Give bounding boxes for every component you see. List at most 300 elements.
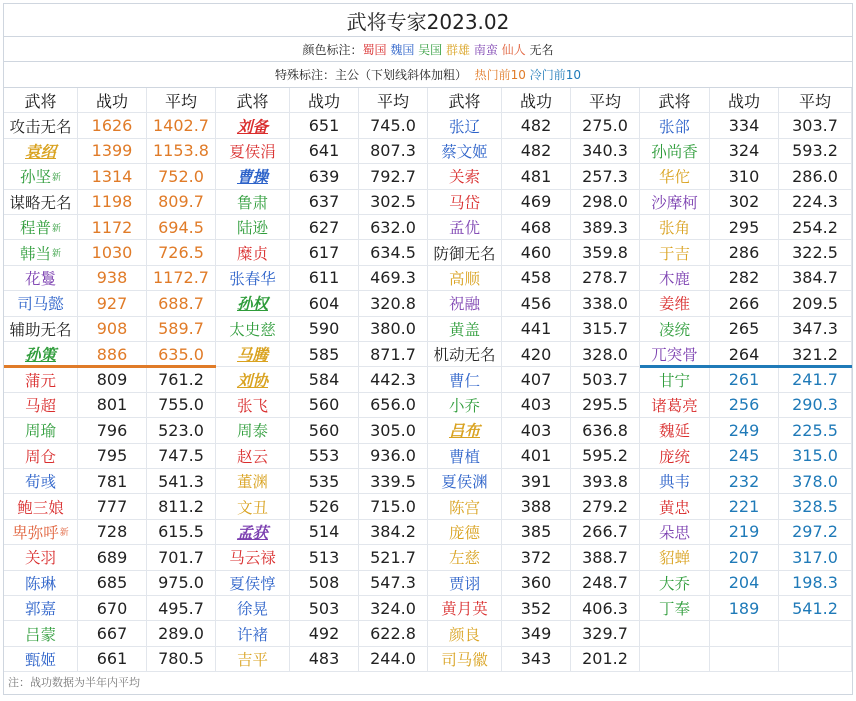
average-value: 701.7 — [147, 545, 216, 570]
merit-value: 385 — [502, 520, 571, 545]
average-value: 761.2 — [147, 367, 216, 392]
average-value: 378.0 — [779, 469, 852, 494]
average-value: 298.0 — [571, 190, 640, 215]
general-name: 马超 — [24, 396, 56, 415]
general-name-cell — [4, 444, 78, 469]
average-value: 244.0 — [359, 647, 428, 672]
merit-value: 777 — [78, 494, 147, 519]
color-legend — [4, 37, 852, 62]
average-value: 198.3 — [779, 571, 852, 596]
general-name: 黄盖 — [448, 320, 480, 339]
average-value: 811.2 — [147, 494, 216, 519]
average-value: 257.3 — [571, 164, 640, 189]
general-name-cell — [640, 393, 710, 418]
average-value: 656.0 — [359, 393, 428, 418]
merit-value: 1399 — [78, 139, 147, 164]
average-value: 547.3 — [359, 571, 428, 596]
general-name: 陈宫 — [448, 498, 480, 517]
general-name: 孙尚香 — [651, 142, 698, 161]
average-value: 329.7 — [571, 621, 640, 646]
general-name-cell — [216, 571, 290, 596]
general-name-cell — [216, 139, 290, 164]
merit-value: 360 — [502, 571, 571, 596]
average-value: 635.0 — [147, 342, 216, 367]
merit-value: 388 — [502, 494, 571, 519]
general-name: 蔡文姬 — [441, 142, 488, 161]
general-name: 姜维 — [658, 295, 690, 314]
average-value: 615.5 — [147, 520, 216, 545]
average-value: 359.8 — [571, 240, 640, 265]
merit-value: 420 — [502, 342, 571, 367]
general-name-cell — [640, 545, 710, 570]
general-name: 孙坚 — [19, 168, 51, 187]
average-value: 936.0 — [359, 444, 428, 469]
merit-value: 282 — [710, 266, 779, 291]
general-name: 荀彧 — [24, 473, 56, 492]
column-header-merit: 战功 — [502, 88, 571, 113]
general-name-cell — [428, 393, 502, 418]
merit-value: 1030 — [78, 240, 147, 265]
general-name-cell — [4, 545, 78, 570]
general-name: 周仓 — [24, 447, 56, 466]
average-value: 634.5 — [359, 240, 428, 265]
merit-value: 468 — [502, 215, 571, 240]
general-name: 刘协 — [236, 371, 268, 390]
average-value: 305.0 — [359, 418, 428, 443]
general-name: 凌统 — [658, 320, 690, 339]
general-name: 张春华 — [229, 269, 276, 288]
general-name: 谋略无名 — [9, 193, 72, 212]
footnote: 注：战功数据为半年内平均 — [8, 676, 140, 689]
general-name: 郭嘉 — [24, 600, 56, 619]
column-header-average: 平均 — [147, 88, 216, 113]
merit-value: 460 — [502, 240, 571, 265]
general-name: 鲁肃 — [236, 193, 268, 212]
merit-value: 352 — [502, 596, 571, 621]
sheet-title-row — [4, 4, 852, 37]
average-value: 523.0 — [147, 418, 216, 443]
column-header-name: 武将 — [428, 88, 502, 113]
merit-value: 207 — [710, 545, 779, 570]
general-name: 小乔 — [448, 396, 480, 415]
average-value: 1153.8 — [147, 139, 216, 164]
average-value: 442.3 — [359, 367, 428, 392]
average-value: 241.7 — [779, 367, 852, 392]
merit-value: 637 — [290, 190, 359, 215]
merit-value: 908 — [78, 317, 147, 342]
average-value: 388.7 — [571, 545, 640, 570]
merit-value: 886 — [78, 342, 147, 367]
merit-value: 245 — [710, 444, 779, 469]
merit-value: 469 — [502, 190, 571, 215]
general-name: 辅助无名 — [9, 320, 72, 339]
general-name-cell — [4, 621, 78, 646]
merit-value: 553 — [290, 444, 359, 469]
average-value: 688.7 — [147, 291, 216, 316]
merit-value: 526 — [290, 494, 359, 519]
general-name: 木鹿 — [658, 269, 690, 288]
general-name-cell — [640, 520, 710, 545]
general-name-cell — [428, 571, 502, 596]
general-name: 孟获 — [236, 523, 268, 542]
general-name: 张辽 — [448, 117, 480, 136]
general-name-cell — [640, 240, 710, 265]
general-name-cell — [216, 266, 290, 291]
merit-value: 604 — [290, 291, 359, 316]
general-name-cell — [216, 342, 290, 367]
general-name: 刘备 — [236, 117, 268, 136]
average-value: 807.3 — [359, 139, 428, 164]
average-value: 328.0 — [571, 342, 640, 367]
general-name: 程普 — [19, 219, 51, 238]
merit-value: 286 — [710, 240, 779, 265]
general-name: 曹操 — [236, 168, 268, 187]
general-name: 夏侯涓 — [229, 142, 276, 161]
general-name-cell — [640, 215, 710, 240]
special-prefix: 特殊标注：主公（下划线斜体加粗） — [274, 68, 467, 82]
general-name: 许褚 — [236, 625, 268, 644]
average-value: 469.3 — [359, 266, 428, 291]
legend-items — [363, 41, 554, 58]
general-name: 兀突骨 — [651, 346, 698, 365]
legend-item: 南蛮 — [470, 42, 498, 57]
sheet-title: 武将专家2023.02 — [346, 9, 510, 34]
average-value: 328.5 — [779, 494, 852, 519]
general-name: 祝融 — [448, 295, 480, 314]
general-name: 甘宁 — [658, 371, 690, 390]
general-name-cell — [428, 418, 502, 443]
merit-value: 264 — [710, 342, 779, 367]
merit-value: 503 — [290, 596, 359, 621]
general-name-cell — [4, 113, 78, 138]
merit-value: 641 — [290, 139, 359, 164]
general-name-cell — [640, 367, 710, 392]
average-value: 593.2 — [779, 139, 852, 164]
merit-value: 670 — [78, 596, 147, 621]
merit-value: 685 — [78, 571, 147, 596]
merit-value: 1314 — [78, 164, 147, 189]
general-name-cell — [640, 317, 710, 342]
general-name-cell — [216, 215, 290, 240]
general-name-cell — [216, 545, 290, 570]
merit-value: 482 — [502, 139, 571, 164]
merit-value: 689 — [78, 545, 147, 570]
average-value: 254.2 — [779, 215, 852, 240]
general-name-cell — [4, 342, 78, 367]
merit-value: 204 — [710, 571, 779, 596]
general-name: 花鬘 — [24, 269, 56, 288]
general-name-cell — [4, 571, 78, 596]
general-name: 太史慈 — [229, 320, 276, 339]
merit-value: 667 — [78, 621, 147, 646]
general-name-cell — [640, 494, 710, 519]
average-value: 338.0 — [571, 291, 640, 316]
merit-value: 927 — [78, 291, 147, 316]
general-name: 机动无名 — [433, 346, 496, 365]
general-name: 甄姬 — [24, 650, 56, 669]
average-value: 745.0 — [359, 113, 428, 138]
merit-value: 221 — [710, 494, 779, 519]
general-name: 周泰 — [236, 422, 268, 441]
general-name-cell — [428, 139, 502, 164]
average-value: 755.0 — [147, 393, 216, 418]
average-value: 339.5 — [359, 469, 428, 494]
average-value: 303.7 — [779, 113, 852, 138]
average-value: 225.5 — [779, 418, 852, 443]
legend-item: 魏国 — [386, 42, 415, 57]
merit-value: 403 — [502, 393, 571, 418]
general-name: 徐晃 — [236, 600, 268, 619]
general-name-cell — [640, 571, 710, 596]
general-name-cell — [4, 520, 78, 545]
merit-value: 265 — [710, 317, 779, 342]
general-name-cell — [428, 291, 502, 316]
average-value: 289.0 — [147, 621, 216, 646]
merit-value: 492 — [290, 621, 359, 646]
general-name: 陆逊 — [236, 219, 268, 238]
general-name: 周瑜 — [24, 422, 56, 441]
hot-top10-divider — [4, 365, 216, 368]
general-name: 曹仁 — [448, 371, 480, 390]
average-value: 975.0 — [147, 571, 216, 596]
general-name: 夏侯惇 — [229, 574, 276, 593]
general-name: 孟优 — [448, 219, 480, 238]
merit-value: 324 — [710, 139, 779, 164]
merit-value: 651 — [290, 113, 359, 138]
merit-value: 391 — [502, 469, 571, 494]
general-name: 文丑 — [236, 498, 268, 517]
average-value: 322.5 — [779, 240, 852, 265]
general-name: 卑弥呼 — [12, 523, 59, 542]
general-name: 马岱 — [448, 193, 480, 212]
merit-value: 796 — [78, 418, 147, 443]
average-value: 393.8 — [571, 469, 640, 494]
general-name-cell — [640, 418, 710, 443]
general-name-cell — [428, 190, 502, 215]
average-value: 1172.7 — [147, 266, 216, 291]
average-value: 694.5 — [147, 215, 216, 240]
general-name: 典韦 — [658, 473, 690, 492]
general-name: 吉平 — [236, 650, 268, 669]
merit-value: 1172 — [78, 215, 147, 240]
average-value: 324.0 — [359, 596, 428, 621]
merit-value: 302 — [710, 190, 779, 215]
general-name-cell — [428, 215, 502, 240]
average-value: 209.5 — [779, 291, 852, 316]
average-value: 726.5 — [147, 240, 216, 265]
average-value: 871.7 — [359, 342, 428, 367]
merit-value: 508 — [290, 571, 359, 596]
merit-value: 938 — [78, 266, 147, 291]
merit-value: 795 — [78, 444, 147, 469]
general-name-cell — [428, 494, 502, 519]
merit-value: 481 — [502, 164, 571, 189]
merit-value: 584 — [290, 367, 359, 392]
general-name-cell — [640, 444, 710, 469]
merit-value: 1626 — [78, 113, 147, 138]
merit-value: 456 — [502, 291, 571, 316]
merit-value: 482 — [502, 113, 571, 138]
general-name: 黄月英 — [441, 600, 488, 619]
general-name-cell — [428, 596, 502, 621]
general-name: 张郃 — [658, 117, 690, 136]
legend-prefix: 颜色标注： — [302, 42, 363, 57]
merit-value: 372 — [502, 545, 571, 570]
column-header-average: 平均 — [571, 88, 640, 113]
general-name: 丁奉 — [658, 600, 690, 619]
merit-value: 590 — [290, 317, 359, 342]
column-header-merit: 战功 — [78, 88, 147, 113]
general-name: 左慈 — [448, 549, 480, 568]
general-name: 吕布 — [448, 422, 480, 441]
general-name-cell — [4, 164, 78, 189]
average-value: 389.3 — [571, 215, 640, 240]
merit-value: 349 — [502, 621, 571, 646]
merit-value: 219 — [710, 520, 779, 545]
average-value: 320.8 — [359, 291, 428, 316]
merit-value: 266 — [710, 291, 779, 316]
general-name: 孙权 — [236, 295, 268, 314]
general-name: 华佗 — [658, 168, 690, 187]
legend-item: 群雄 — [442, 42, 471, 57]
cold-top10-divider — [640, 365, 852, 368]
general-name-cell — [216, 596, 290, 621]
general-name: 糜贞 — [236, 244, 268, 263]
merit-value: 403 — [502, 418, 571, 443]
special-legend — [4, 62, 852, 88]
average-value: 295.5 — [571, 393, 640, 418]
general-name-cell — [216, 520, 290, 545]
general-name-cell — [428, 342, 502, 367]
general-name: 诸葛亮 — [651, 396, 698, 415]
legend-item: 仙人 — [497, 42, 526, 57]
general-name: 庞德 — [448, 523, 480, 542]
general-name-cell — [428, 469, 502, 494]
average-value: 317.0 — [779, 545, 852, 570]
column-header-merit: 战功 — [710, 88, 779, 113]
general-name-cell — [4, 494, 78, 519]
general-name-cell — [216, 393, 290, 418]
average-value: 636.8 — [571, 418, 640, 443]
average-value: 286.0 — [779, 164, 852, 189]
general-name: 大乔 — [658, 574, 690, 593]
average-value: 780.5 — [147, 647, 216, 672]
average-value: 622.8 — [359, 621, 428, 646]
general-name: 赵云 — [236, 447, 268, 466]
merit-value: 514 — [290, 520, 359, 545]
general-name: 颜良 — [448, 625, 480, 644]
general-ranking-table — [4, 88, 852, 669]
general-name-cell — [216, 418, 290, 443]
merit-value: 407 — [502, 367, 571, 392]
average-value: 279.2 — [571, 494, 640, 519]
average-value: 384.7 — [779, 266, 852, 291]
general-name-cell — [428, 164, 502, 189]
average-value: 302.5 — [359, 190, 428, 215]
average-value: 495.7 — [147, 596, 216, 621]
general-name-cell — [428, 621, 502, 646]
general-name: 马云禄 — [229, 549, 276, 568]
average-value: 315.0 — [779, 444, 852, 469]
general-name: 贾诩 — [448, 574, 480, 593]
ranking-sheet — [3, 3, 853, 695]
average-value: 521.7 — [359, 545, 428, 570]
general-name-cell — [640, 621, 710, 646]
column-header-name: 武将 — [4, 88, 78, 113]
average-value: 752.0 — [147, 164, 216, 189]
general-name-cell — [4, 240, 78, 265]
average-value: 290.3 — [779, 393, 852, 418]
general-name: 蒲元 — [24, 371, 56, 390]
legend-item: 无名 — [525, 42, 554, 57]
general-name-cell — [216, 164, 290, 189]
merit-value: 560 — [290, 393, 359, 418]
general-name-cell — [4, 317, 78, 342]
merit-value: 535 — [290, 469, 359, 494]
general-name-cell — [4, 139, 78, 164]
column-header-merit: 战功 — [290, 88, 359, 113]
average-value: 792.7 — [359, 164, 428, 189]
general-name-cell — [4, 596, 78, 621]
column-header-name: 武将 — [216, 88, 290, 113]
general-name-cell — [428, 240, 502, 265]
general-name-cell — [428, 444, 502, 469]
new-badge: 新 — [52, 249, 62, 260]
general-name: 貂蝉 — [658, 549, 690, 568]
general-name: 关索 — [448, 168, 480, 187]
average-value: 406.3 — [571, 596, 640, 621]
merit-value: 249 — [710, 418, 779, 443]
hot-top10-label: 热门前10 — [474, 68, 526, 82]
general-name: 陈琳 — [24, 574, 56, 593]
merit-value: 627 — [290, 215, 359, 240]
general-name: 攻击无名 — [9, 117, 72, 136]
merit-value: 189 — [710, 596, 779, 621]
average-value: 275.0 — [571, 113, 640, 138]
general-name: 黄忠 — [658, 498, 690, 517]
general-name: 魏延 — [658, 422, 690, 441]
average-value: 321.2 — [779, 342, 852, 367]
general-name: 曹植 — [448, 447, 480, 466]
average-value: 278.7 — [571, 266, 640, 291]
column-header-average: 平均 — [779, 88, 852, 113]
average-value: 589.7 — [147, 317, 216, 342]
general-name-cell — [216, 621, 290, 646]
general-name-cell — [4, 190, 78, 215]
column-header-name: 武将 — [640, 88, 710, 113]
general-name-cell — [428, 367, 502, 392]
general-name-cell — [4, 469, 78, 494]
general-name-cell — [640, 266, 710, 291]
merit-value: 343 — [502, 647, 571, 672]
general-name: 马腾 — [236, 346, 268, 365]
average-value: 541.2 — [779, 596, 852, 621]
general-name-cell — [640, 164, 710, 189]
general-name: 张飞 — [236, 396, 268, 415]
merit-value: 661 — [78, 647, 147, 672]
average-value: 297.2 — [779, 520, 852, 545]
average-value: 201.2 — [571, 647, 640, 672]
general-name: 鲍三娘 — [17, 498, 64, 517]
merit-value: 295 — [710, 215, 779, 240]
general-name: 董渊 — [236, 473, 268, 492]
merit-value: 458 — [502, 266, 571, 291]
general-name: 朵思 — [658, 523, 690, 542]
average-value: 632.0 — [359, 215, 428, 240]
merit-value: 1198 — [78, 190, 147, 215]
merit-value: 781 — [78, 469, 147, 494]
general-name-cell — [640, 596, 710, 621]
